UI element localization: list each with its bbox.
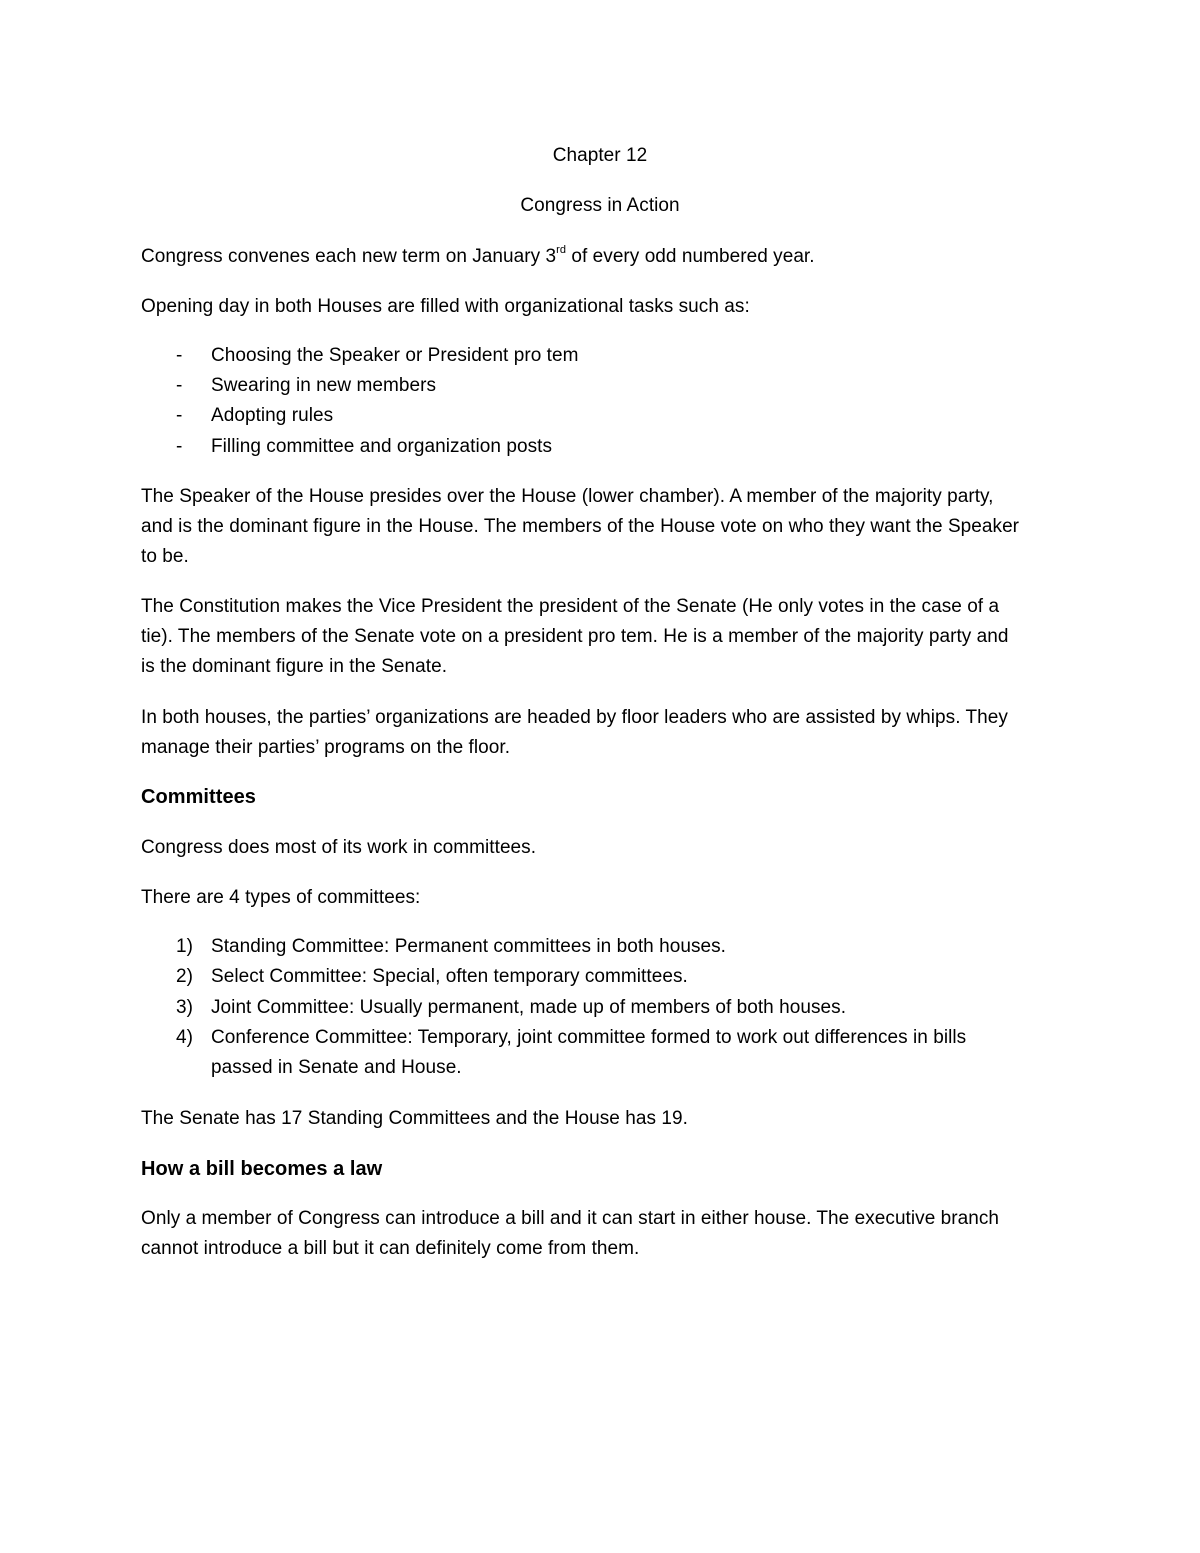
list-item: Standing Committee: Permanent committees in both houses. <box>211 936 727 957</box>
senate-count-paragraph: The Senate has 17 Standing Committees and the House has 19. <box>141 1108 688 1129</box>
list-number: 2) <box>176 966 193 987</box>
paragraph-line: Only a member of Congress can introduce a bill and it can start in either house. The executive branch <box>141 1208 1000 1229</box>
list-item: Adopting rules <box>211 405 334 426</box>
paragraph-line: The Speaker of the House presides over the House (lower chamber). A member of the majority party, <box>141 486 994 507</box>
committees-intro: Congress does most of its work in committees. <box>141 837 537 858</box>
list-number: 1) <box>176 936 193 957</box>
bullet-marker: - <box>176 345 183 366</box>
bullet-marker: - <box>176 375 183 396</box>
list-item: Swearing in new members <box>211 375 437 396</box>
list-number: 3) <box>176 997 193 1018</box>
list-item: Filling committee and organization posts <box>211 436 553 457</box>
chapter-title: Congress in Action <box>520 195 680 216</box>
paragraph-line: manage their parties’ programs on the floor. <box>141 737 511 758</box>
types-intro: There are 4 types of committees: <box>141 887 421 908</box>
convenes-superscript: rd <box>556 243 567 256</box>
chapter-label: Chapter 12 <box>552 145 648 166</box>
list-item: Choosing the Speaker or President pro tem <box>211 345 579 366</box>
list-item-continuation: passed in Senate and House. <box>211 1057 462 1078</box>
convenes-text-end: of every odd numbered year. <box>566 246 815 267</box>
paragraph-line: is the dominant figure in the Senate. <box>141 656 448 677</box>
paragraph-line: The Constitution makes the Vice President the president of the Senate (He only votes in the case of a <box>141 596 1000 617</box>
convenes-text: Congress convenes each new term on January 3 <box>141 246 557 267</box>
opening-paragraph: Opening day in both Houses are filled with organizational tasks such as: <box>141 296 750 317</box>
paragraph-line: In both houses, the parties’ organizations are headed by floor leaders who are assisted by whips. They <box>141 707 1008 728</box>
bullet-marker: - <box>176 405 183 426</box>
list-item: Select Committee: Special, often temporary committees. <box>211 966 688 987</box>
list-number: 4) <box>176 1027 193 1048</box>
bullet-marker: - <box>176 436 183 457</box>
list-item: Conference Committee: Temporary, joint committee formed to work out differences in bills <box>211 1027 967 1048</box>
bill-heading: How a bill becomes a law <box>141 1158 383 1180</box>
list-item: Joint Committee: Usually permanent, made up of members of both houses. <box>211 997 847 1018</box>
convenes-paragraph <box>141 245 815 269</box>
paragraph-line: to be. <box>141 546 189 567</box>
paragraph-line: tie). The members of the Senate vote on a president pro tem. He is a member of the majority party and <box>141 626 1009 647</box>
paragraph-line: and is the dominant figure in the House. The members of the House vote on who they want the Speaker <box>141 516 1020 537</box>
paragraph-line: cannot introduce a bill but it can definitely come from them. <box>141 1238 640 1259</box>
committees-heading: Committees <box>141 786 256 808</box>
